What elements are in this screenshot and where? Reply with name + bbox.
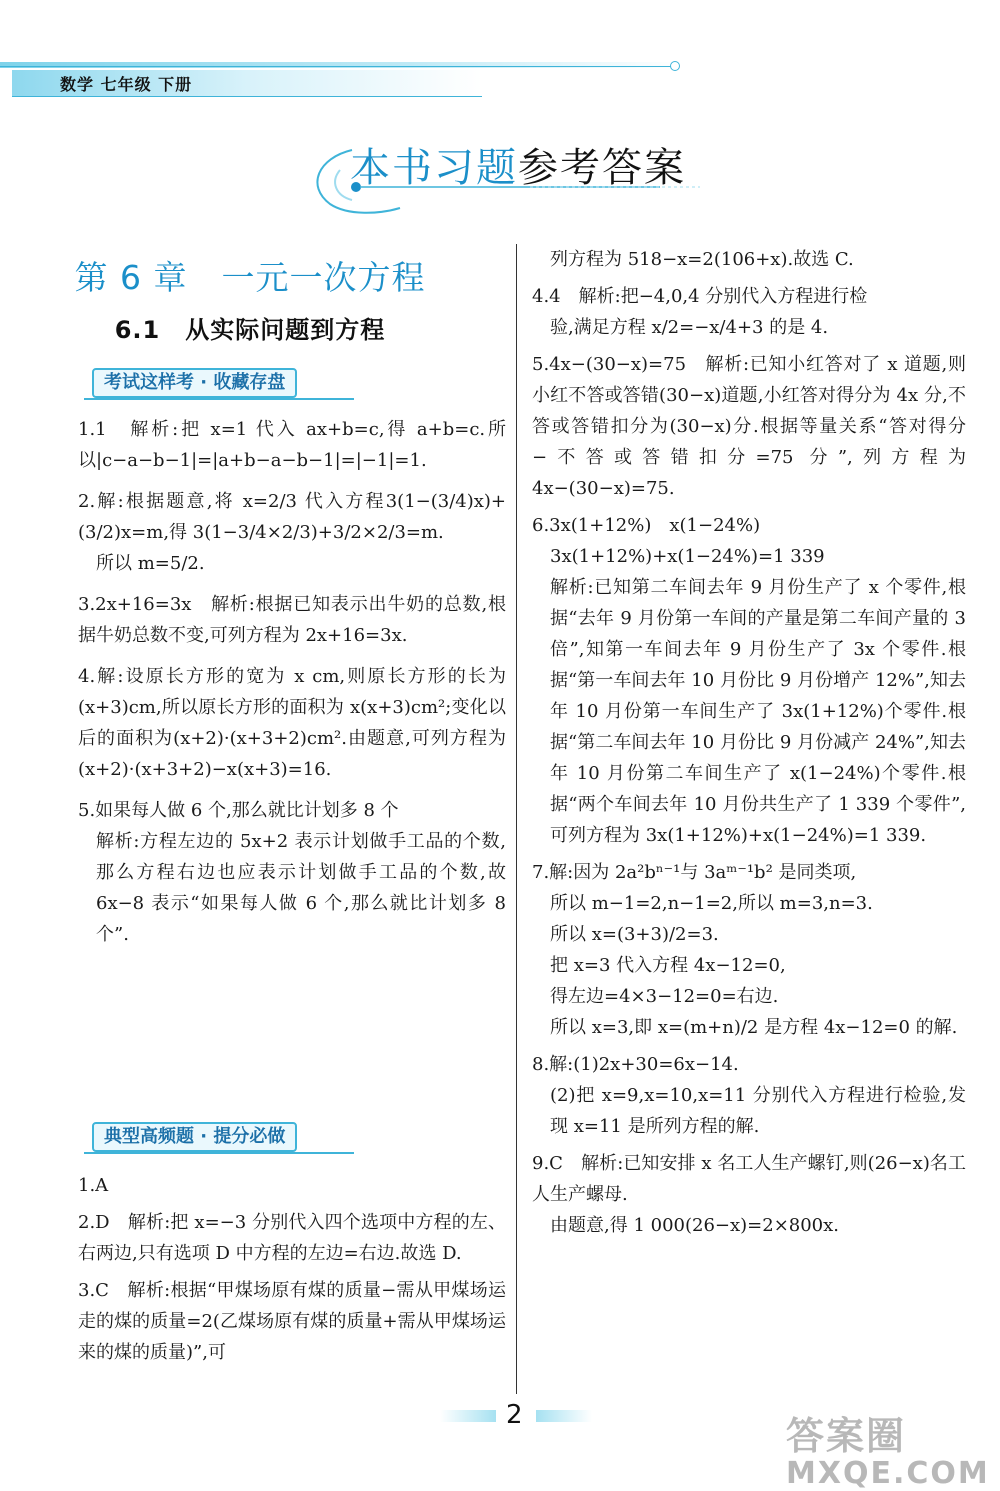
- tag-typical: [84, 1122, 354, 1152]
- page-number: 2: [506, 1400, 523, 1430]
- book-title: 数学 七年级 下册: [60, 74, 193, 94]
- typical-answer-8-part2: (2)把 x=9,x=10,x=11 分别代入方程进行检验,发现 x=11 是所列方程的解.: [550, 1085, 966, 1137]
- section-title: 6.1 从实际问题到方程: [114, 316, 386, 344]
- typical-answer-4-cont: 验,满足方程 x/2=−x/4+3 的是 4.: [550, 317, 829, 338]
- answer-3: 3.2x+16=3x 解析:根据已知表示出牛奶的总数,根据牛奶总数不变,可列方程为 2x+16=3x.: [78, 594, 506, 646]
- typical-answer-7-step3: 把 x=3 代入方程 4x−12=0,: [550, 955, 786, 976]
- header-rule: [0, 66, 672, 67]
- typical-answer-1: 1.A: [78, 1175, 109, 1196]
- header-dot: [670, 61, 680, 71]
- answer-5-analysis: 解析:方程左边的 5x+2 表示计划做手工品的个数,那么方程右边也应表示计划做手工品的个数,故 6x−8 表示“如果每人做 6 个,那么就比计划多 8 个”.: [96, 831, 506, 945]
- tag-typical-label: 典型高频题 · 提分必做: [92, 1122, 297, 1152]
- banner-title-dark: 参考答案: [518, 145, 686, 191]
- typical-answer-6: 6.3x(1+12%) x(1−24%): [532, 515, 761, 536]
- typical-answer-7: 7.解:因为 2a²bⁿ⁻¹与 3aᵐ⁻¹b² 是同类项,: [532, 862, 857, 883]
- header-book-label: [12, 70, 482, 96]
- typical-answer-2: 2.D 解析:把 x=−3 分别代入四个选项中方程的左、右两边,只有选项 D 中方程的左边=右边.故选 D.: [78, 1212, 506, 1264]
- typical-answer-9: 9.C 解析:已知安排 x 名工人生产螺钉,则(26−x)名工人生产螺母.: [532, 1153, 966, 1205]
- answer-1: 1.1 解析:把 x=1 代入 ax+b=c,得 a+b=c.所以|c−a−b−1|=|a+b−a−b−1|=|−1|=1.: [78, 419, 506, 471]
- header-strip: [0, 62, 680, 68]
- typical-answer-8: 8.解:(1)2x+30=6x−14.: [532, 1054, 739, 1075]
- watermark-text: 答案圈: [786, 1414, 907, 1458]
- typical-answer-3-cont: 列方程为 518−x=2(106+x).故选 C.: [550, 249, 854, 270]
- answers-banner: [300, 130, 720, 220]
- typical-answer-7-step1: 所以 m−1=2,n−1=2,所以 m=3,n=3.: [550, 893, 873, 914]
- answer-5: 5.如果每人做 6 个,那么就比计划多 8 个: [78, 800, 399, 821]
- watermark-logo: [786, 1405, 990, 1491]
- header-label-rule: [12, 96, 482, 97]
- typical-answer-7-step5: 所以 x=3,即 x=(m+n)/2 是方程 4x−12=0 的解.: [550, 1017, 958, 1038]
- watermark-domain: MXQE.COM: [786, 1456, 990, 1491]
- answer-4: 4.解:设原长方形的宽为 x cm,则原长方形的长为(x+3)cm,所以原长方形的面积为 x(x+3)cm²;变化以后的面积为(x+2)·(x+3+2)cm².由题意,可列方程为(x+2)·(x+3+2)−x(x+3)=16.: [78, 666, 506, 780]
- typical-answer-9-equation: 由题意,得 1 000(26−x)=2×800x.: [550, 1215, 840, 1236]
- banner-title: [350, 136, 686, 193]
- tag-exam: [84, 368, 354, 398]
- typical-answer-6-equation: 3x(1+12%)+x(1−24%)=1 339: [550, 546, 825, 567]
- tag-exam-label: 考试这样考 · 收藏存盘: [92, 368, 297, 398]
- typical-answer-6-analysis: 解析:已知第二车间去年 9 月份生产了 x 个零件,根据“去年 9 月份第一车间的产量是第二车间产量的 3 倍”,知第一车间去年 9 月份生产了 3x 个零件.根据“第一车间去年 10 月份比 9 月份增产 12%”,知去年 10 月份第一车间生产了 3x(1+12%)个零件.根据“第二车间去年 10 月份比 9 月份减产 24%”,知去年 10 月份第二车间生产了 x(1−24%)个零件.根据“两个车间去年 10 月份共生产了 1 339 个零件”,可列方程为 3x(1+12%)+x(1−24%)=1 339.: [550, 577, 966, 846]
- typical-answer-4: 4.4 解析:把−4,0,4 分别代入方程进行检: [532, 286, 868, 307]
- footer-ornament-right: [536, 1410, 592, 1422]
- column-divider: [516, 244, 517, 1394]
- chapter-title: 第 6 章 一元一次方程: [74, 258, 426, 297]
- footer-ornament-left: [440, 1410, 496, 1422]
- tag-exam-underline: [84, 398, 354, 400]
- tag-typical-underline: [84, 1152, 354, 1154]
- answer-2-result: 所以 m=5/2.: [96, 553, 205, 574]
- typical-answer-3: 3.C 解析:根据“甲煤场原有煤的质量−需从甲煤场运走的煤的质量=2(乙煤场原有煤的质量+需从甲煤场运来的煤的质量)”,可: [78, 1280, 506, 1363]
- typical-answer-7-step2: 所以 x=(3+3)/2=3.: [550, 924, 719, 945]
- typical-answer-7-step4: 得左边=4×3−12=0=右边.: [550, 986, 779, 1007]
- right-column: [532, 244, 966, 1241]
- banner-title-blue: 本书习题: [350, 145, 518, 191]
- left-column-typical: [78, 1170, 506, 1368]
- left-column-exam: [78, 414, 506, 950]
- typical-answer-5: 5.4x−(30−x)=75 解析:已知小红答对了 x 道题,则小红不答或答错(30−x)道题,小红答对得分为 4x 分,不答或答错扣分为(30−x)分.根据等量关系“答对得分−不答或答错扣分=75 分”,列方程为 4x−(30−x)=75.: [532, 354, 966, 499]
- answer-2: 2.解:根据题意,将 x=2/3 代入方程3(1−(3/4)x)+(3/2)x=m,得 3(1−3/4×2/3)+3/2×2/3=m.: [78, 491, 506, 543]
